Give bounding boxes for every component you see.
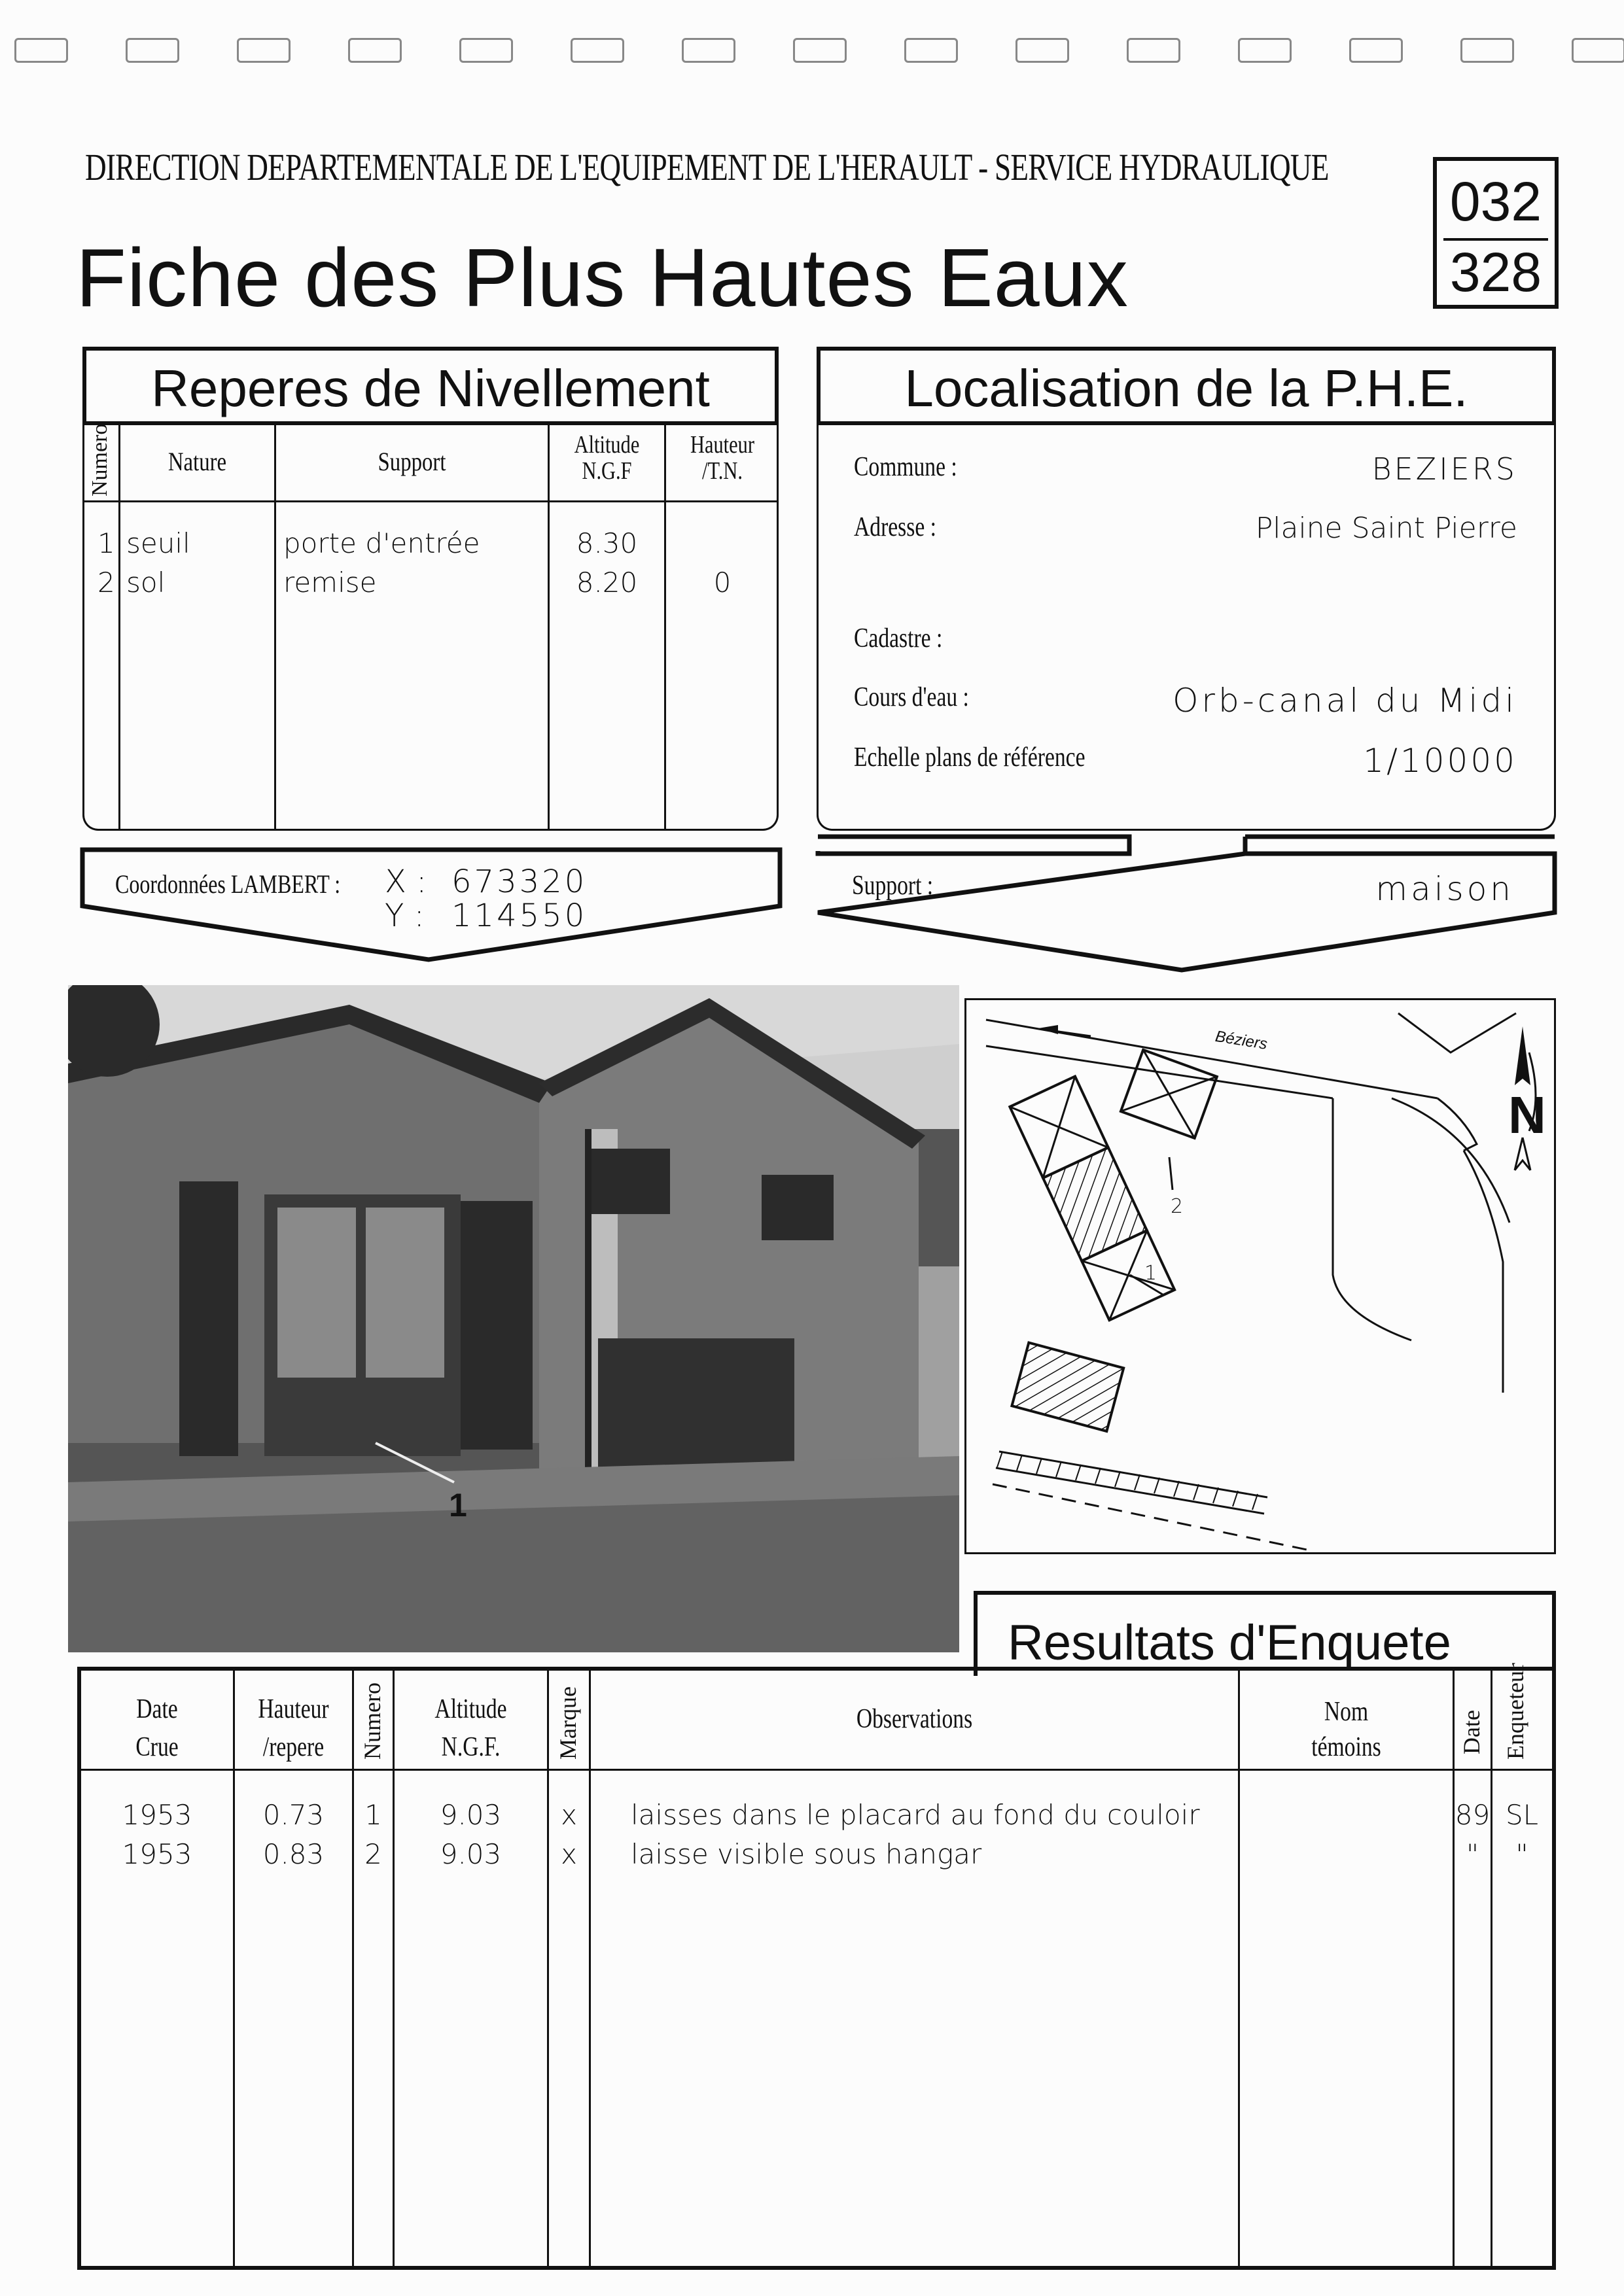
- localisation-title: Localisation de la P.H.E.: [904, 359, 1468, 417]
- row-nature: sol: [126, 566, 166, 599]
- col-date-enquete-header: Date: [1458, 1710, 1485, 1754]
- commune-label: Commune :: [854, 452, 957, 482]
- row-enqueteur: ": [1515, 1838, 1528, 1870]
- row-hauteur: 0.73: [262, 1799, 325, 1831]
- col-support-header: Support: [378, 447, 446, 476]
- row-hauteur: 0.83: [262, 1838, 325, 1870]
- table-row: [81, 1838, 1552, 1877]
- photo-marker: 1: [449, 1487, 467, 1523]
- col-nom-line1: Nom: [1324, 1697, 1369, 1727]
- col-altitude-header: [410, 1690, 531, 1766]
- row-date-enquete: 89: [1455, 1799, 1491, 1831]
- support-label: Support :: [852, 871, 934, 901]
- col-numero-header: Numero: [88, 423, 112, 496]
- col-date-line1: Date: [136, 1694, 178, 1724]
- lambert-x-value: 673320: [451, 863, 588, 900]
- cours-value: Orb-canal du Midi: [1173, 682, 1517, 720]
- plan-marker-2: 2: [1171, 1195, 1184, 1218]
- north-arrow-label: N: [1508, 1086, 1546, 1144]
- row-support: porte d'entrée: [283, 527, 480, 559]
- col-numero-header: Numero: [359, 1682, 385, 1760]
- file-code-bottom: 328: [1449, 241, 1542, 303]
- row-hauteur: 0: [713, 566, 732, 599]
- plan-marker-1: 1: [1144, 1262, 1157, 1285]
- row-altitude: 9.03: [440, 1838, 502, 1870]
- col-hauteur-line2: /repere: [262, 1732, 325, 1762]
- adresse-value: Plaine Saint Pierre: [1255, 512, 1517, 545]
- col-nom-line2: témoins: [1311, 1732, 1381, 1762]
- row-date-crue: 1953: [122, 1799, 192, 1831]
- row-altitude: 8.30: [576, 527, 638, 559]
- lambert-arrow-frame: [72, 841, 792, 971]
- row-numero: 1: [97, 527, 115, 559]
- lambert-y-value: 114550: [451, 897, 588, 934]
- file-code-box: [1433, 157, 1559, 309]
- col-hauteur-repere-header: [247, 1690, 340, 1766]
- col-altitude-line2: N.G.F: [582, 457, 632, 485]
- col-hauteur-line1: Hauteur: [258, 1694, 329, 1724]
- row-marque: x: [561, 1838, 577, 1870]
- row-date-crue: 1953: [122, 1838, 192, 1870]
- row-marque: x: [561, 1799, 577, 1831]
- row-date-enquete: ": [1466, 1838, 1479, 1870]
- col-altitude-line2: N.G.F.: [441, 1732, 501, 1762]
- table-row: [81, 1799, 1552, 1838]
- col-enqueteur-header: Enqueteur: [1502, 1663, 1528, 1760]
- col-altitude-line1: Altitude: [434, 1694, 507, 1724]
- resultats-title: Resultats d'Enquete: [1008, 1615, 1451, 1671]
- support-value: maison: [1375, 870, 1514, 908]
- col-nom-temoins-header: [1262, 1694, 1432, 1765]
- plan-drawing: [966, 1000, 1554, 1552]
- row-altitude: 8.20: [576, 566, 638, 599]
- commune-value: BEZIERS: [1371, 451, 1517, 487]
- reperes-table: [82, 425, 779, 831]
- resultats-table: [77, 1663, 1556, 2270]
- row-altitude: 9.03: [440, 1799, 502, 1831]
- localisation-body: [817, 425, 1556, 831]
- col-nature-header: Nature: [168, 447, 227, 476]
- lambert-y-label: Y :: [385, 897, 425, 934]
- col-observations-header: Observations: [856, 1704, 973, 1734]
- department-header: DIRECTION DEPARTEMENTALE DE L'EQUIPEMENT DE L'HERAULT - SERVICE HYDRAULIQUE: [85, 146, 1329, 188]
- row-observations: laisse visible sous hangar: [631, 1838, 982, 1870]
- col-altitude-line1: Altitude: [574, 431, 640, 459]
- col-altitude-header: [561, 432, 653, 484]
- reperes-title-box: [82, 347, 779, 425]
- row-enqueteur: SL: [1505, 1799, 1539, 1831]
- resultats-title-box: [974, 1591, 1556, 1676]
- table-row: [84, 566, 777, 606]
- col-marque-header: Marque: [555, 1686, 581, 1760]
- col-hauteur-header: [677, 432, 768, 484]
- file-code-top: 032: [1449, 171, 1542, 232]
- page-title: Fiche des Plus Hautes Eaux: [76, 232, 1129, 324]
- house-photo: [68, 985, 959, 1652]
- echelle-label: Echelle plans de référence: [854, 742, 1086, 773]
- adresse-label: Adresse :: [854, 512, 936, 542]
- lambert-x-label: X :: [385, 863, 427, 900]
- table-row: [84, 527, 777, 566]
- location-plan: [964, 998, 1556, 1554]
- row-numero: 2: [97, 566, 115, 599]
- plan-road-label: Béziers: [1214, 1027, 1269, 1054]
- col-hauteur-line1: Hauteur: [690, 431, 754, 459]
- row-numero: 2: [364, 1838, 382, 1870]
- lambert-label: Coordonnées LAMBERT :: [115, 869, 341, 899]
- localisation-title-box: [817, 347, 1556, 425]
- col-hauteur-line2: /T.N.: [702, 457, 743, 485]
- col-date-line2: Crue: [135, 1732, 179, 1762]
- col-date-crue-header: [96, 1690, 218, 1766]
- cours-label: Cours d'eau :: [854, 682, 969, 712]
- row-nature: seuil: [126, 527, 190, 559]
- echelle-value: 1/10000: [1363, 742, 1517, 780]
- row-numero: 1: [364, 1799, 382, 1831]
- row-support: remise: [283, 566, 377, 599]
- cadastre-label: Cadastre :: [854, 623, 943, 653]
- row-observations: laisses dans le placard au fond du couloir: [631, 1799, 1200, 1831]
- reperes-title: Reperes de Nivellement: [151, 359, 710, 417]
